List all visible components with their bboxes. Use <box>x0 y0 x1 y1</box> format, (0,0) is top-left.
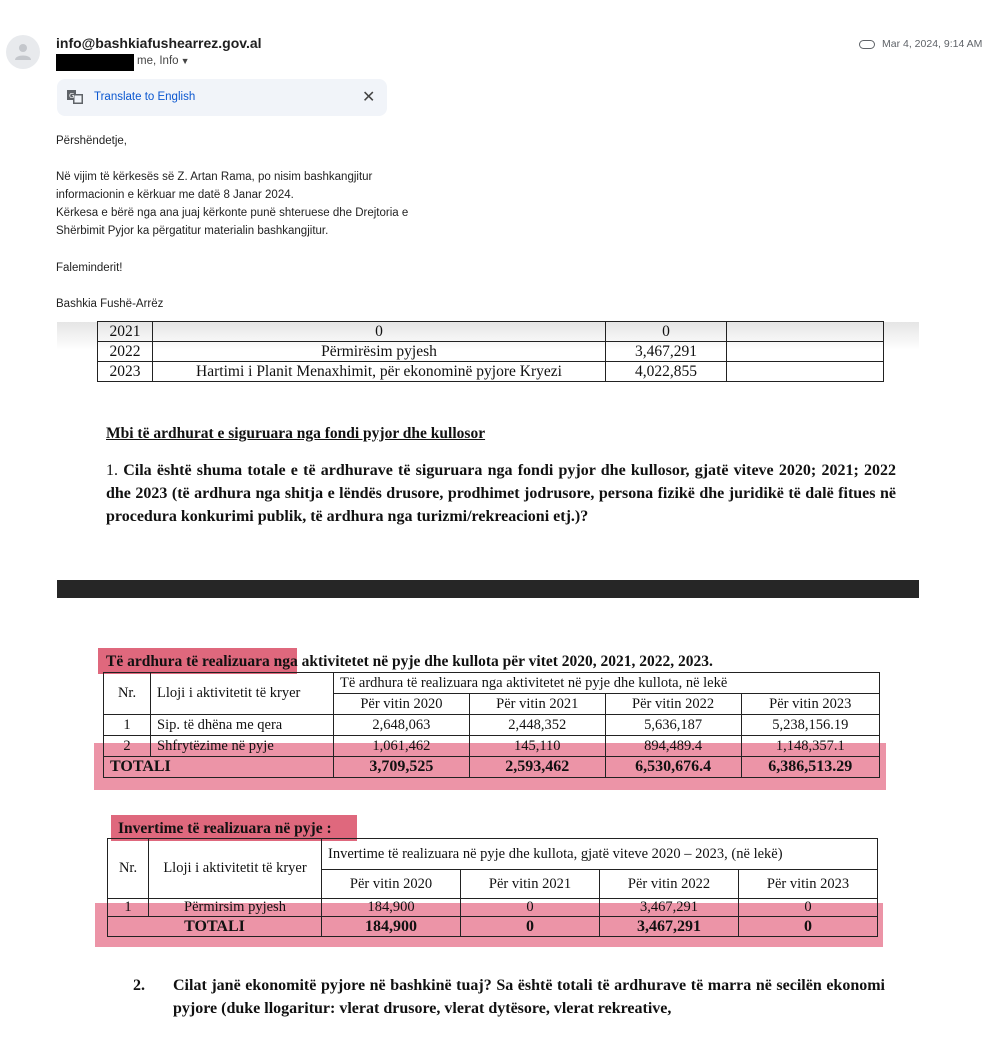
cell-extra <box>727 322 884 342</box>
cell-value: 5,238,156.19 <box>741 715 879 736</box>
person-icon <box>15 43 31 61</box>
cell-value: 0 <box>461 899 600 917</box>
table-row <box>108 839 878 870</box>
cell-value: 184,900 <box>322 899 461 917</box>
total-value: 3,709,525 <box>334 757 470 778</box>
table-row <box>98 362 884 382</box>
attachment-separator <box>57 580 919 598</box>
redacted-name <box>56 54 134 71</box>
investment-table-title <box>118 820 332 838</box>
cell-value: 4,022,855 <box>606 362 727 382</box>
cell-desc: 0 <box>153 322 606 342</box>
cell-type: Përmirsim pyjesh <box>149 899 322 917</box>
table-row <box>104 715 880 736</box>
table-row <box>104 736 880 757</box>
body-line-1: Në vijim të kërkesës së Z. Artan Rama, po nisim bashkangjitur <box>56 171 373 183</box>
cell-value: 2,448,352 <box>469 715 605 736</box>
cell-year: 2022 <box>98 342 153 362</box>
translate-icon <box>67 90 83 104</box>
body-line-2: informacionin e kërkuar me datë 8 Janar 2024. <box>56 189 294 201</box>
svg-text:G: G <box>69 92 75 100</box>
header-nr: Nr. <box>108 839 149 899</box>
cell-nr: 2 <box>104 736 151 757</box>
cell-year: 2021 <box>98 322 153 342</box>
header-group: Të ardhura të realizuara nga aktivitetet në pyje dhe kullota, në lekë <box>334 673 880 694</box>
revenue-table-title <box>106 653 713 671</box>
chevron-down-icon: ▼ <box>180 56 190 66</box>
sender-avatar[interactable] <box>6 35 40 69</box>
header-year: Për vitin 2021 <box>469 694 605 715</box>
header-type: Lloji i aktivitetit të kryer <box>151 673 334 715</box>
title-rest: nga aktivitetet në pyje dhe kullota për vitet 2020, 2021, 2022, 2023. <box>269 653 713 670</box>
page-cutoff <box>0 1030 992 1061</box>
cell-type: Shfrytëzime në pyje <box>151 736 334 757</box>
section-heading: Mbi të ardhurat e siguruara nga fondi pyjor dhe kullosor <box>106 425 486 442</box>
cell-extra <box>727 362 884 382</box>
close-icon[interactable]: ✕ <box>362 89 376 106</box>
header-year: Për vitin 2021 <box>461 870 600 899</box>
header-year: Për vitin 2023 <box>741 694 879 715</box>
question-number: 2. <box>133 977 145 994</box>
question-text: Cila është shuma totale e të ardhurave të siguruara nga fondi pyjor dhe kullosor, gjatë viteve 2020; 2021; 2022 dhe 2023 (të ardhura nga shitja e lëndës drusore, prodhimet jodrusore, persona fizikë dhe juridikë të dalë fitues në procedura konkurimi publik, të ardhura nga turizmi/rekreacioni etj.)? <box>106 462 896 525</box>
table-row <box>98 342 884 362</box>
header-year: Për vitin 2020 <box>334 694 470 715</box>
total-value: 0 <box>461 917 600 937</box>
total-value: 6,530,676.4 <box>605 757 741 778</box>
recipients-label: me, Info <box>137 55 179 67</box>
header-nr: Nr. <box>104 673 151 715</box>
total-label: TOTALI <box>104 757 334 778</box>
title-highlight: Invertime të realizuara në pyje <box>118 820 323 837</box>
cell-year: 2023 <box>98 362 153 382</box>
cell-type: Sip. të dhëna me qera <box>151 715 334 736</box>
thanks: Faleminderit! <box>56 262 123 274</box>
cell-value: 0 <box>739 899 878 917</box>
cell-value: 3,467,291 <box>606 342 727 362</box>
total-value: 0 <box>739 917 878 937</box>
cell-value: 145,110 <box>469 736 605 757</box>
total-value: 2,593,462 <box>469 757 605 778</box>
cell-value: 3,467,291 <box>600 899 739 917</box>
header-year: Për vitin 2022 <box>600 870 739 899</box>
sender-email[interactable]: info@bashkiafushearrez.gov.al <box>56 35 262 51</box>
translate-bar <box>57 79 387 116</box>
title-rest: : <box>322 820 332 837</box>
table-row <box>108 899 878 917</box>
question-1 <box>106 459 896 528</box>
header-year: Për vitin 2020 <box>322 870 461 899</box>
cell-value: 0 <box>606 322 727 342</box>
header-year: Për vitin 2023 <box>739 870 878 899</box>
body-line-4: Shërbimit Pyjor ka përgatitur materialin bashkangjitur. <box>56 225 329 237</box>
revenue-table <box>103 672 880 778</box>
cell-extra <box>727 342 884 362</box>
header-type: Lloji i aktivitetit të kryer <box>149 839 322 899</box>
cell-value: 894,489.4 <box>605 736 741 757</box>
cell-value: 1,148,357.1 <box>741 736 879 757</box>
table-row <box>108 917 878 937</box>
question-text: Cilat janë ekonomitë pyjore në bashkinë tuaj? Sa është totali të ardhurave të marra në secilën ekonomi pyjore (duke llogaritur: vlerat drusore, vlerat dytësore, vlerat rekreative, <box>173 977 885 1017</box>
table-row <box>104 673 880 694</box>
cell-value: 1,061,462 <box>334 736 470 757</box>
table-row <box>98 322 884 342</box>
attachment-icon[interactable] <box>859 38 881 50</box>
cell-desc: Hartimi i Planit Menaxhimit, për ekonominë pyjore Kryezi <box>153 362 606 382</box>
total-value: 6,386,513.29 <box>741 757 879 778</box>
body-line-3: Kërkesa e bërë nga ana juaj kërkonte punë shteruese dhe Drejtoria e <box>56 207 409 219</box>
table-row <box>104 757 880 778</box>
header-year: Për vitin 2022 <box>605 694 741 715</box>
translate-link[interactable]: Translate to English <box>94 91 196 103</box>
cell-value: 5,636,187 <box>605 715 741 736</box>
total-value: 184,900 <box>322 917 461 937</box>
title-highlight: Të ardhura të realizuara <box>106 653 270 670</box>
header-group: Invertime të realizuara në pyje dhe kullota, gjatë viteve 2020 – 2023, (në lekë) <box>322 839 878 870</box>
recipients-dropdown[interactable] <box>137 55 189 67</box>
investment-table-top <box>97 321 884 382</box>
total-value: 3,467,291 <box>600 917 739 937</box>
signature: Bashkia Fushë-Arrëz <box>56 298 164 310</box>
total-label: TOTALI <box>108 917 322 937</box>
cell-nr: 1 <box>108 899 149 917</box>
investment-table <box>107 838 878 937</box>
greeting: Përshëndetje, <box>56 135 127 147</box>
question-number: 1. <box>106 462 118 479</box>
cell-desc: Përmirësim pyjesh <box>153 342 606 362</box>
email-date: Mar 4, 2024, 9:14 AM <box>882 38 983 50</box>
cell-nr: 1 <box>104 715 151 736</box>
question-2 <box>133 974 885 1020</box>
cell-value: 2,648,063 <box>334 715 470 736</box>
